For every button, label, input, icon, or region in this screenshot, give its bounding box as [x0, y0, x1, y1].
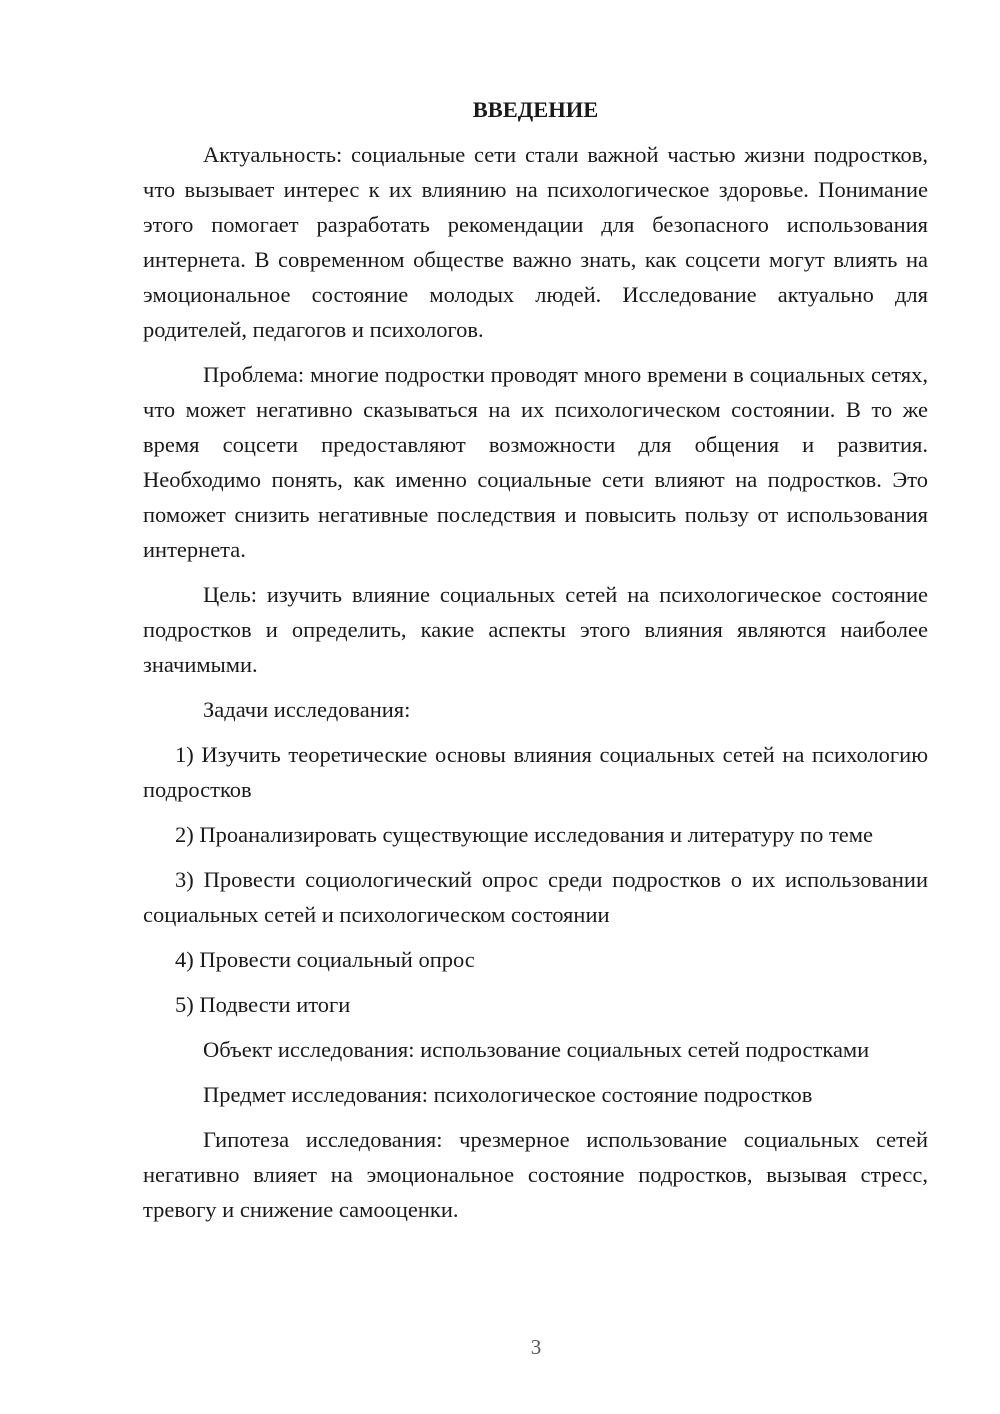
- task-item-5: 5) Подвести итоги: [175, 992, 351, 1017]
- paragraph-subject: Предмет исследования: психологическое состояние подростков: [203, 1082, 813, 1107]
- task-item-3: 3) Провести социологический опрос среди подростков о их использовании социальных сетей и психологическом состоянии: [143, 867, 928, 927]
- page-number: 3: [530, 1335, 542, 1359]
- paragraph-goal: Цель: изучить влияние социальных сетей на психологическое состояние подростков и определить, какие аспекты этого влияния являются наиболее значимыми.: [143, 582, 928, 677]
- task-item-4: 4) Провести социальный опрос: [175, 947, 475, 972]
- paragraph-problem: Проблема: многие подростки проводят много времени в социальных сетях, что может негативно сказываться на их психологическом состоянии. В то же время соцсети предоставляют возможности для общения и развития. Необходимо понять, как именно социальные сети влияют на подростков. Это поможет снизить негативные последствия и повысить пользу от использования интернета.: [143, 362, 928, 562]
- task-item-1: 1) Изучить теоретические основы влияния социальных сетей на психологию подростков: [143, 742, 928, 802]
- paragraph-hypothesis: Гипотеза исследования: чрезмерное использование социальных сетей негативно влияет на эмоциональное состояние подростков, вызывая стресс, тревогу и снижение самооценки.: [143, 1127, 928, 1222]
- paragraph-relevance: Актуальность: социальные сети стали важной частью жизни подростков, что вызывает интерес к их влиянию на психологическое здоровье. Понимание этого помогает разработать рекомендации для безопасного использования интернета. В современном обществе важно знать, как соцсети могут влиять на эмоциональное состояние молодых людей. Исследование актуально для родителей, педагогов и психологов.: [143, 142, 928, 342]
- page-content: [143, 92, 928, 1237]
- section-heading: ВВЕДЕНИЕ: [472, 97, 599, 122]
- paragraph-object: Объект исследования: использование социальных сетей подростками: [203, 1037, 870, 1062]
- paragraph-tasks-title: Задачи исследования:: [203, 697, 411, 722]
- task-item-2: 2) Проанализировать существующие исследования и литературу по теме: [175, 822, 873, 847]
